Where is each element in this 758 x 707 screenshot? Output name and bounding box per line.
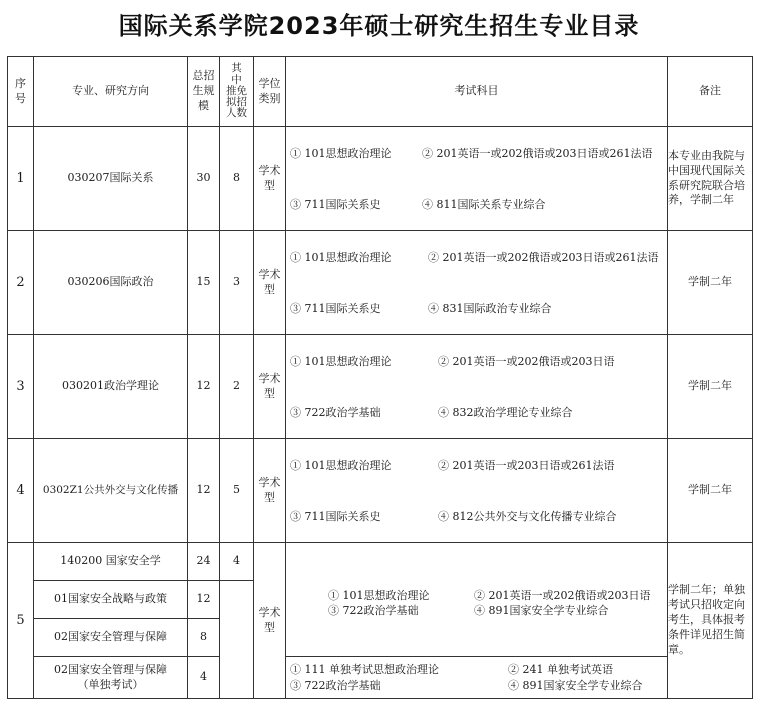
table-row (8, 543, 753, 581)
seq-cell: 2 (8, 231, 34, 335)
exam-subject: ① 101思想政治理论 (290, 147, 392, 160)
major-cell: 01国家安全战略与政策 (34, 581, 188, 619)
exam-subject: ④ 831国际政治专业综合 (428, 302, 552, 315)
total-cell: 4 (188, 657, 220, 699)
note-cell: 学制二年 (668, 439, 753, 543)
seq-cell: 1 (8, 127, 34, 231)
exam-subject: ① 101思想政治理论 (290, 251, 392, 264)
exempt-cell: 2 (220, 335, 254, 439)
exam-subject: ① 111 单独考试思想政治理论 (290, 663, 439, 676)
table-row (8, 127, 753, 231)
header-major: 专业、研究方向 (34, 57, 188, 127)
exam-subject: ③ 722政治学基础 (290, 679, 381, 692)
exam-subject: ④ 811国际关系专业综合 (422, 198, 546, 211)
exam-subject: ① 101思想政治理论 (328, 589, 430, 602)
exams-cell (286, 127, 668, 231)
exam-subject: ④ 832政治学理论专业综合 (438, 406, 573, 419)
header-total: 总招 生规 模 (188, 57, 220, 127)
total-cell: 12 (188, 581, 220, 619)
exam-subject: ② 201英语一或202俄语或203日语 (474, 589, 651, 602)
header-exams: 考试科目 (286, 57, 668, 127)
note-cell: 本专业由我院与中国现代国际关系研究院联合培养，学制二年 (668, 127, 753, 231)
degree-cell: 学术型 (254, 543, 286, 699)
exam-subject: ③ 711国际关系史 (290, 198, 381, 211)
exam-subject: ② 201英语一或202俄语或203日语 (438, 355, 615, 368)
total-cell: 12 (188, 439, 220, 543)
catalog-table (7, 56, 753, 699)
major-cell: 030207国际关系 (34, 127, 188, 231)
exams-cell (286, 543, 668, 657)
degree-cell: 学术型 (254, 127, 286, 231)
exam-subject: ② 241 单独考试英语 (508, 663, 613, 676)
exam-subject: ④ 891国家安全学专业综合 (508, 679, 643, 692)
total-cell: 15 (188, 231, 220, 335)
degree-cell: 学术型 (254, 439, 286, 543)
exam-subject: ④ 812公共外交与文化传播专业综合 (438, 510, 617, 523)
degree-cell: 学术型 (254, 335, 286, 439)
exempt-cell: 5 (220, 439, 254, 543)
table-row (8, 335, 753, 439)
exam-subject: ② 201英语一或202俄语或203日语或261法语 (422, 147, 653, 160)
note-cell: 学制二年 (668, 335, 753, 439)
exam-subject: ① 101思想政治理论 (290, 355, 392, 368)
seq-cell: 3 (8, 335, 34, 439)
total-cell: 12 (188, 335, 220, 439)
note-cell: 学制二年；单独考试只招收定向考生，具体报考条件详见招生简章。 (668, 543, 753, 699)
seq-cell: 4 (8, 439, 34, 543)
table-row (8, 657, 753, 699)
exam-subject: ① 101思想政治理论 (290, 459, 392, 472)
exempt-cell: 8 (220, 127, 254, 231)
major-cell: 140200 国家安全学 (34, 543, 188, 581)
exam-subject: ② 201英语一或202俄语或203日语或261法语 (428, 251, 659, 264)
exempt-cell: 3 (220, 231, 254, 335)
exam-subject: ③ 711国际关系史 (290, 510, 381, 523)
table-row (8, 439, 753, 543)
exam-subject: ② 201英语一或203日语或261法语 (438, 459, 615, 472)
page-title: 国际关系学院2023年硕士研究生招生专业目录 (118, 12, 640, 40)
exempt-cell: 4 (220, 543, 254, 581)
exams-cell (286, 439, 668, 543)
header-row (8, 57, 753, 127)
major-cell: 030206国际政治 (34, 231, 188, 335)
total-cell: 24 (188, 543, 220, 581)
table-row (8, 231, 753, 335)
total-cell: 30 (188, 127, 220, 231)
exams-cell (286, 657, 668, 699)
header-degree: 学位 类别 (254, 57, 286, 127)
exams-cell (286, 231, 668, 335)
major-cell: 02国家安全管理与保障 (34, 619, 188, 657)
header-exempt: 其 中 推免 拟招 人数 (220, 57, 254, 127)
exam-subject: ③ 711国际关系史 (290, 302, 381, 315)
exempt-cell (220, 581, 254, 699)
note-cell: 学制二年 (668, 231, 753, 335)
degree-cell: 学术型 (254, 231, 286, 335)
total-cell: 8 (188, 619, 220, 657)
exams-cell (286, 335, 668, 439)
major-cell: 02国家安全管理与保障 （单独考试） (34, 657, 188, 699)
exam-subject: ④ 891国家安全学专业综合 (474, 604, 609, 617)
header-notes: 备注 (668, 57, 753, 127)
major-cell: 0302Z1公共外交与文化传播 (34, 439, 188, 543)
seq-cell: 5 (8, 543, 34, 699)
major-cell: 030201政治学理论 (34, 335, 188, 439)
header-seq: 序 号 (8, 57, 34, 127)
exam-subject: ③ 722政治学基础 (328, 604, 419, 617)
exam-subject: ③ 722政治学基础 (290, 406, 381, 419)
